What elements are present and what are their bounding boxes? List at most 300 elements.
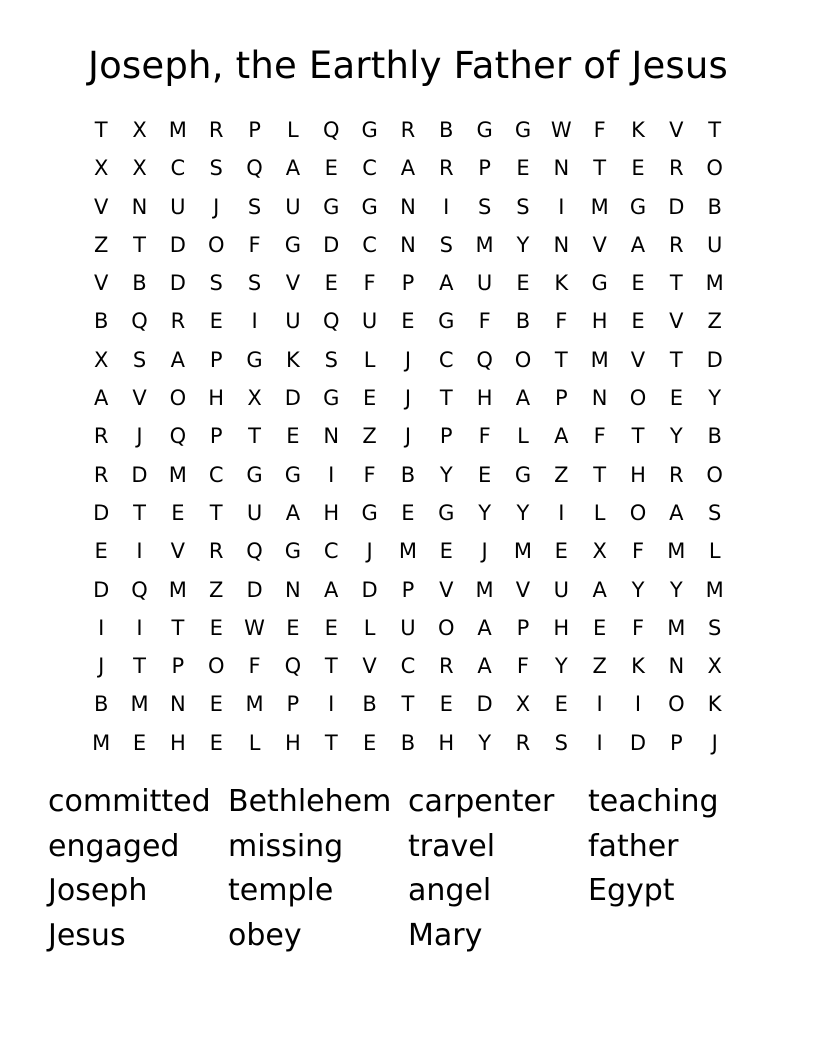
grid-letter: Q [131, 309, 148, 334]
grid-letter: I [558, 194, 565, 219]
word-list-item: temple [228, 873, 334, 908]
grid-letter: Z [93, 232, 109, 257]
grid-letter: Y [478, 730, 492, 755]
grid-letter: G [361, 500, 378, 525]
grid-letter: M [705, 577, 724, 602]
grid-letter: P [439, 424, 453, 449]
grid-letter: E [286, 424, 300, 449]
grid-letter: G [476, 118, 493, 142]
grid-letter: R [669, 232, 684, 257]
grid-letter: B [93, 309, 109, 334]
grid-letter: T [669, 271, 683, 296]
grid-letter: T [631, 424, 645, 449]
grid-letter: P [401, 271, 415, 296]
grid-letter: G [323, 194, 340, 219]
grid-letter: Y [708, 386, 722, 411]
grid-letter: R [515, 730, 531, 755]
grid-letter: O [169, 386, 187, 411]
grid-row [82, 458, 734, 496]
grid-letter: A [630, 232, 646, 257]
grid-letter: E [516, 156, 530, 181]
grid-letter: M [590, 347, 609, 372]
grid-letter: X [707, 654, 722, 679]
grid-letter: M [475, 577, 494, 602]
grid-letter: V [669, 118, 684, 142]
grid-letter: R [438, 156, 454, 181]
grid-letter: A [439, 271, 454, 296]
grid-letter: J [481, 539, 488, 564]
grid-letter: H [284, 730, 301, 755]
grid-letter: T [439, 386, 453, 411]
word-list-item: engaged [48, 828, 180, 864]
grid-letter: C [323, 539, 339, 564]
word-list-item: obey [228, 917, 302, 953]
grid-letter: E [516, 271, 530, 296]
grid-letter: B [707, 194, 722, 219]
grid-letter: Y [516, 232, 530, 257]
grid-letter: E [631, 271, 645, 296]
grid-letter: T [669, 347, 683, 372]
grid-letter: H [553, 615, 570, 640]
grid-letter: J [404, 347, 412, 372]
grid-row [82, 113, 734, 151]
grid-letter: J [136, 424, 143, 449]
grid-letter: E [324, 271, 338, 296]
grid-letter: Y [669, 424, 683, 449]
grid-letter: F [478, 424, 491, 449]
grid-letter: P [286, 692, 300, 717]
grid-letter: T [209, 500, 223, 525]
grid-letter: E [631, 156, 645, 181]
word-list-item: father [588, 828, 679, 864]
grid-letter: M [92, 730, 111, 755]
grid-letter: B [439, 118, 454, 142]
grid-letter: Y [478, 500, 492, 525]
grid-letter: T [554, 347, 568, 372]
grid-letter: K [631, 654, 645, 679]
grid-letter: S [708, 500, 722, 525]
grid-letter: T [248, 424, 261, 449]
letter-grid [82, 113, 734, 764]
grid-letter: N [553, 232, 570, 257]
grid-letter: N [400, 194, 416, 219]
grid-letter: S [439, 232, 453, 257]
grid-letter: M [168, 462, 187, 487]
grid-letter: V [592, 232, 607, 257]
grid-letter: N [400, 232, 416, 257]
grid-letter: Q [169, 424, 187, 449]
grid-letter: M [398, 539, 417, 564]
grid-letter: E [94, 539, 108, 564]
grid-letter: O [629, 386, 647, 411]
grid-letter: V [515, 577, 531, 602]
grid-letter: G [246, 347, 263, 372]
grid-letter: A [477, 654, 492, 679]
grid-letter: N [170, 692, 186, 717]
grid-letter: D [93, 500, 110, 525]
grid-letter: N [668, 654, 685, 679]
grid-letter: S [516, 194, 530, 219]
grid-letter: S [554, 730, 568, 755]
grid-letter: U [361, 309, 378, 334]
grid-letter: R [93, 462, 109, 487]
grid-letter: E [209, 615, 223, 640]
grid-letter: U [400, 615, 416, 640]
grid-letter: O [207, 654, 225, 679]
grid-letter: Q [322, 118, 340, 142]
grid-letter: G [284, 232, 302, 257]
grid-row [82, 304, 734, 342]
grid-letter: O [438, 615, 455, 640]
grid-letter: K [286, 347, 300, 372]
grid-letter: Q [284, 654, 302, 679]
grid-letter: I [98, 615, 105, 640]
grid-letter: P [669, 730, 683, 755]
page-title: Joseph, the Earthly Father of Jesus [87, 44, 729, 87]
grid-letter: I [596, 692, 603, 717]
grid-letter: Q [322, 309, 340, 334]
grid-letter: P [516, 615, 530, 640]
grid-row [82, 190, 734, 228]
grid-letter: S [209, 156, 223, 181]
grid-letter: A [93, 386, 109, 411]
grid-letter: A [285, 156, 301, 181]
word-list-item: committed [48, 784, 211, 819]
grid-letter: D [131, 462, 148, 487]
grid-letter: L [363, 347, 376, 372]
grid-letter: Q [246, 539, 263, 564]
grid-letter: U [476, 271, 493, 296]
grid-letter: J [404, 424, 412, 449]
word-list-item: carpenter [408, 784, 555, 819]
grid-letter: B [707, 424, 722, 449]
grid-letter: C [438, 347, 454, 372]
grid-letter: V [669, 309, 684, 334]
grid-letter: U [246, 500, 263, 525]
grid-letter: S [132, 347, 147, 372]
grid-letter: E [324, 156, 338, 181]
grid-row [82, 573, 734, 611]
grid-letter: M [667, 615, 686, 640]
grid-letter: F [631, 615, 645, 640]
grid-letter: I [328, 462, 335, 487]
grid-letter: V [93, 271, 109, 296]
grid-letter: R [208, 118, 224, 142]
grid-row [82, 611, 734, 649]
grid-letter: M [168, 577, 187, 602]
grid-letter: R [669, 462, 684, 487]
word-list [48, 780, 788, 958]
grid-letter: R [438, 654, 454, 679]
grid-letter: D [706, 347, 723, 372]
grid-letter: D [629, 730, 647, 755]
grid-letter: E [401, 500, 415, 525]
grid-letter: F [363, 462, 376, 487]
grid-letter: W [550, 118, 572, 142]
grid-letter: Q [476, 347, 493, 372]
word-list-item: angel [408, 873, 492, 908]
grid-letter: D [323, 232, 340, 257]
grid-letter: S [708, 615, 722, 640]
grid-letter: M [705, 271, 724, 296]
grid-letter: I [596, 730, 603, 755]
grid-letter: G [246, 462, 263, 487]
grid-letter: M [130, 692, 149, 717]
grid-letter: G [323, 386, 340, 411]
grid-letter: F [593, 118, 606, 142]
grid-letter: F [516, 654, 529, 679]
word-list-item: Joseph [48, 873, 148, 908]
grid-letter: X [592, 539, 607, 564]
grid-letter: V [170, 539, 186, 564]
grid-letter: E [132, 730, 147, 755]
grid-letter: I [634, 692, 642, 717]
grid-letter: X [93, 347, 109, 372]
grid-letter: B [132, 271, 147, 296]
grid-letter: R [208, 539, 224, 564]
grid-letter: Z [707, 309, 722, 334]
grid-letter: A [669, 500, 684, 525]
grid-letter: H [591, 309, 608, 334]
grid-letter: E [477, 462, 492, 487]
grid-letter: I [251, 309, 258, 334]
grid-letter: T [324, 654, 338, 679]
grid-letter: E [286, 615, 300, 640]
grid-letter: T [133, 654, 146, 679]
grid-letter: H [169, 730, 186, 755]
grid-letter: O [207, 232, 225, 257]
grid-letter: Z [592, 654, 607, 679]
grid-letter: E [669, 386, 683, 411]
grid-letter: D [476, 692, 493, 717]
grid-letter: U [170, 194, 186, 219]
grid-letter: Q [131, 577, 148, 602]
grid-letter: L [708, 539, 721, 564]
grid-letter: E [362, 730, 377, 755]
grid-letter: X [132, 118, 147, 142]
grid-letter: D [668, 194, 685, 219]
grid-row [82, 151, 734, 189]
grid-letter: B [362, 692, 377, 717]
grid-letter: F [248, 654, 261, 679]
grid-letter: T [593, 156, 607, 181]
word-list-item: Jesus [48, 917, 126, 953]
grid-letter: J [98, 654, 105, 679]
grid-letter: R [93, 424, 109, 449]
grid-letter: R [170, 309, 186, 334]
grid-row [82, 228, 734, 266]
grid-letter: E [554, 692, 568, 717]
grid-letter: M [168, 118, 187, 142]
grid-letter: P [248, 118, 261, 142]
grid-letter: H [323, 500, 340, 525]
word-list-item: teaching [588, 784, 719, 819]
grid-letter: B [515, 309, 531, 334]
grid-letter: Y [439, 462, 453, 487]
word-list-item: Bethlehem [228, 784, 392, 819]
grid-letter: S [247, 271, 262, 296]
grid-letter: V [132, 386, 147, 411]
grid-letter: I [328, 692, 335, 717]
grid-letter: G [438, 500, 455, 525]
grid-letter: V [439, 577, 454, 602]
grid-row [82, 496, 734, 534]
grid-row [82, 266, 734, 304]
grid-letter: G [361, 118, 378, 142]
grid-letter: N [591, 386, 608, 411]
grid-row [82, 419, 734, 457]
grid-letter: E [209, 692, 223, 717]
word-list-item: missing [228, 828, 344, 864]
grid-letter: E [593, 615, 607, 640]
grid-letter: C [400, 654, 416, 679]
grid-letter: U [706, 232, 723, 257]
grid-letter: X [93, 156, 109, 181]
grid-letter: B [400, 730, 416, 755]
grid-letter: T [593, 462, 607, 487]
grid-letter: F [631, 539, 645, 564]
grid-letter: B [400, 462, 416, 487]
grid-letter: G [361, 194, 378, 219]
grid-letter: P [209, 347, 223, 372]
grid-letter: G [284, 539, 302, 564]
grid-letter: T [94, 118, 108, 142]
grid-letter: T [133, 232, 146, 257]
grid-letter: M [590, 194, 609, 219]
grid-letter: V [630, 347, 646, 372]
grid-letter: K [554, 271, 569, 296]
grid-row [82, 381, 734, 419]
grid-letter: G [629, 194, 647, 219]
grid-letter: Y [631, 577, 645, 602]
grid-letter: C [362, 232, 377, 257]
grid-letter: S [324, 347, 338, 372]
grid-letter: L [287, 118, 299, 142]
grid-letter: U [285, 309, 301, 334]
grid-letter: M [513, 539, 533, 564]
grid-letter: E [401, 309, 415, 334]
grid-letter: P [478, 156, 491, 181]
grid-letter: T [171, 615, 185, 640]
grid-letter: F [478, 309, 491, 334]
grid-letter: V [362, 654, 377, 679]
grid-letter: P [171, 654, 185, 679]
word-list-item: travel [408, 828, 496, 864]
grid-letter: J [366, 539, 373, 564]
grid-letter: F [248, 232, 261, 257]
grid-letter: T [324, 730, 338, 755]
grid-letter: I [558, 500, 565, 525]
grid-letter: X [515, 692, 531, 717]
grid-letter: U [285, 194, 301, 219]
grid-letter: L [248, 730, 261, 755]
grid-letter: G [438, 309, 455, 334]
grid-letter: D [169, 271, 186, 296]
grid-letter: P [209, 424, 223, 449]
grid-letter: Z [554, 462, 569, 487]
grid-letter: I [136, 539, 143, 564]
grid-letter: W [244, 615, 265, 640]
grid-letter: A [592, 577, 607, 602]
grid-letter: O [668, 692, 685, 717]
grid-letter: E [554, 539, 568, 564]
grid-letter: R [400, 118, 416, 142]
grid-letter: D [169, 232, 186, 257]
grid-letter: V [285, 271, 301, 296]
grid-letter: A [515, 386, 531, 411]
grid-letter: C [170, 156, 186, 181]
grid-letter: H [438, 730, 455, 755]
grid-letter: J [711, 730, 718, 755]
grid-letter: S [209, 271, 223, 296]
word-list-item: Egypt [588, 873, 675, 908]
grid-letter: N [285, 577, 301, 602]
grid-letter: G [591, 271, 608, 296]
grid-letter: E [209, 309, 223, 334]
grid-letter: C [362, 156, 377, 181]
grid-letter: U [553, 577, 569, 602]
word-list-item: Mary [408, 917, 483, 953]
grid-letter: F [363, 271, 376, 296]
grid-letter: A [285, 500, 301, 525]
grid-letter: Q [246, 156, 263, 181]
grid-letter: X [247, 386, 262, 411]
grid-letter: M [475, 232, 494, 257]
grid-letter: Y [516, 500, 530, 525]
grid-letter: A [554, 424, 569, 449]
grid-letter: H [476, 386, 493, 411]
grid-letter: S [247, 194, 262, 219]
grid-row [82, 534, 734, 572]
grid-letter: E [439, 692, 453, 717]
grid-letter: I [136, 615, 143, 640]
grid-letter: O [514, 347, 532, 372]
grid-row [82, 343, 734, 381]
grid-letter: L [517, 424, 529, 449]
grid-letter: A [400, 156, 416, 181]
grid-letter: F [593, 424, 606, 449]
grid-letter: E [362, 386, 377, 411]
grid-letter: E [171, 500, 185, 525]
grid-letter: K [631, 118, 645, 142]
grid-letter: B [93, 692, 109, 717]
grid-letter: R [669, 156, 684, 181]
grid-letter: X [132, 156, 147, 181]
grid-letter: S [477, 194, 492, 219]
grid-letter: E [324, 615, 338, 640]
grid-letter: D [246, 577, 263, 602]
grid-letter: L [363, 615, 376, 640]
grid-letter: G [514, 462, 532, 487]
grid-letter: G [284, 462, 302, 487]
grid-letter: Z [362, 424, 377, 449]
grid-letter: I [443, 194, 450, 219]
grid-letter: A [324, 577, 339, 602]
grid-letter: M [245, 692, 264, 717]
grid-letter: P [401, 577, 415, 602]
grid-row [82, 649, 734, 687]
grid-letter: D [361, 577, 378, 602]
grid-letter: O [706, 462, 723, 487]
grid-letter: M [667, 539, 686, 564]
grid-letter: T [708, 118, 722, 142]
grid-letter: A [170, 347, 186, 372]
grid-letter: V [93, 194, 109, 219]
grid-letter: T [133, 500, 146, 525]
grid-letter: N [323, 424, 340, 449]
grid-letter: L [593, 500, 606, 525]
grid-letter: H [630, 462, 646, 487]
